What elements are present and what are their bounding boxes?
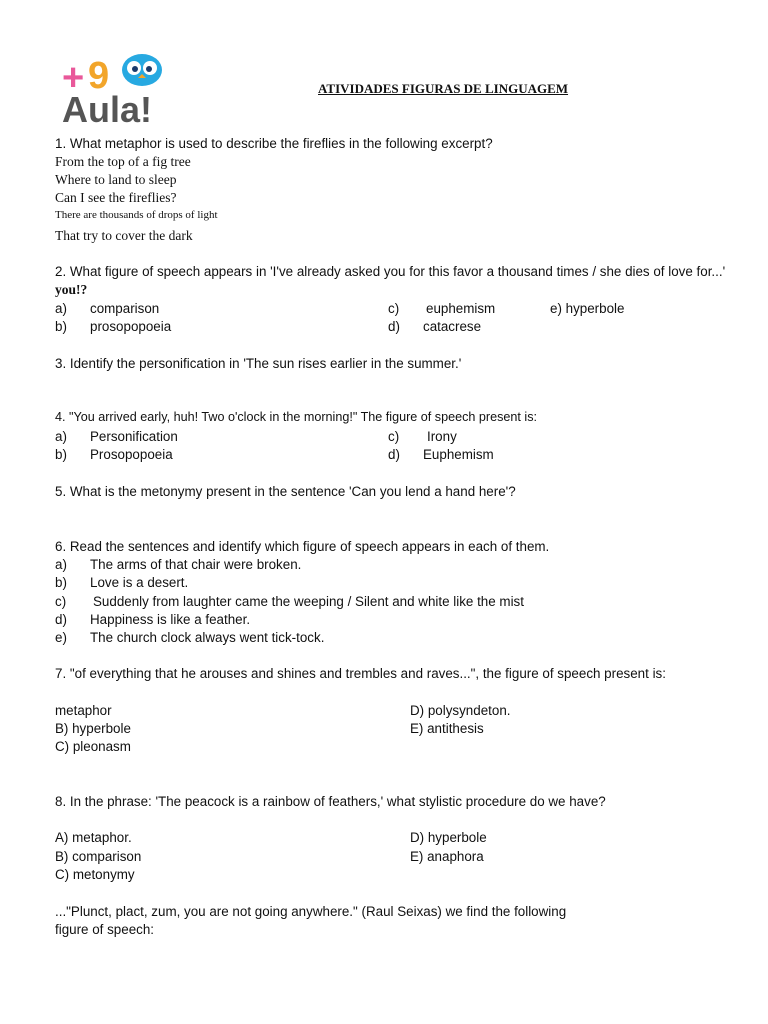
page-title: ATIVIDADES FIGURAS DE LINGUAGEM [318, 81, 569, 96]
option-text: E) anaphora [410, 849, 484, 864]
option-text: e) hyperbole [550, 301, 625, 316]
item-text: Happiness is like a feather. [90, 612, 251, 627]
option-text: euphemism [426, 301, 496, 316]
poem-line: From the top of a fig tree [55, 154, 191, 169]
option-text: B) comparison [55, 849, 142, 864]
item-text: Love is a desert. [90, 575, 189, 590]
poem-line: That try to cover the dark [55, 228, 193, 243]
option-text: E) antithesis [410, 721, 484, 736]
option-text: A) metaphor. [55, 830, 132, 845]
question-5: 5. What is the metonymy present in the sentence 'Can you lend a hand here'? [55, 484, 516, 499]
option-text: comparison [90, 301, 160, 316]
item-label: a) [55, 557, 67, 572]
option-label: b) [55, 319, 67, 334]
option-text: Personification [90, 429, 178, 444]
question-2-end: you!? [55, 282, 88, 297]
option-text: D) hyperbole [410, 830, 487, 845]
question-8: 8. In the phrase: 'The peacock is a rainbow of feathers,' what stylistic procedure do we have? [55, 794, 606, 809]
option-text: catacrese [423, 319, 482, 334]
aula-logo [58, 48, 178, 128]
question-9-line1: ..."Plunct, plact, zum, you are not going anywhere." (Raul Seixas) we find the following [55, 904, 567, 919]
option-label: d) [388, 319, 400, 334]
poem-line: Where to land to sleep [55, 172, 177, 187]
question-7: 7. "of everything that he arouses and shines and trembles and raves...", the figure of speech present is: [55, 666, 666, 681]
option-label: a) [55, 301, 67, 316]
poem-line: There are thousands of drops of light [55, 209, 218, 221]
question-1: 1. What metaphor is used to describe the fireflies in the following excerpt? [55, 136, 493, 151]
option-text: metaphor [55, 703, 112, 718]
option-label: d) [388, 447, 400, 462]
option-text: C) pleonasm [55, 739, 131, 754]
item-label: d) [55, 612, 67, 627]
logo-word: Aula! [62, 89, 152, 128]
logo-graphic [58, 48, 178, 128]
option-text: prosopopoeia [90, 319, 172, 334]
item-label: b) [55, 575, 67, 590]
option-label: c) [388, 429, 400, 444]
poem-line: Can I see the fireflies? [55, 190, 177, 205]
option-text: Prosopopoeia [90, 447, 173, 462]
item-label: e) [55, 630, 67, 645]
item-text: Suddenly from laughter came the weeping / Silent and white like the mist [93, 594, 524, 609]
question-4: 4. "You arrived early, huh! Two o'clock in the morning!" The figure of speech present is: [55, 410, 538, 424]
option-text: C) metonymy [55, 867, 135, 882]
option-text: Irony [427, 429, 457, 444]
option-label: b) [55, 447, 67, 462]
option-text: B) hyperbole [55, 721, 131, 736]
item-text: The church clock always went tick-tock. [90, 630, 325, 645]
question-6: 6. Read the sentences and identify which figure of speech appears in each of them. [55, 539, 550, 554]
question-9-line2: figure of speech: [55, 922, 155, 937]
option-text: D) polysyndeton. [410, 703, 511, 718]
option-text: Euphemism [423, 447, 494, 462]
question-2: 2. What figure of speech appears in 'I've already asked you for this favor a thousand times / she dies of love for...' [55, 264, 726, 279]
logo-digit: 9 [88, 55, 110, 97]
option-label: c) [388, 301, 400, 316]
question-3: 3. Identify the personification in 'The sun rises earlier in the summer.' [55, 356, 462, 371]
item-label: c) [55, 594, 67, 609]
option-label: a) [55, 429, 67, 444]
item-text: The arms of that chair were broken. [90, 557, 302, 572]
logo-plus: + [62, 57, 85, 99]
